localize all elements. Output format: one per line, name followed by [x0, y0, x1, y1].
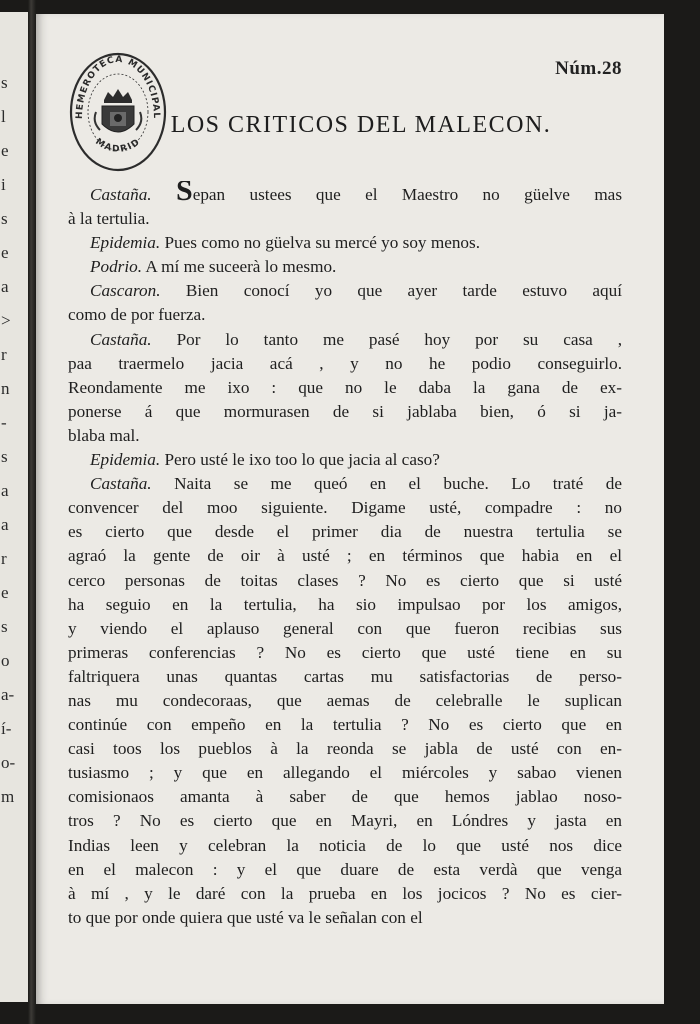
left-page-fragment: s [1, 73, 8, 92]
line-text: epan ustees que el Maestro no güelve mas [192, 185, 622, 204]
line-text: agraó la gente de oir à usté ; en términos que habia en el [68, 546, 622, 566]
text-line [68, 737, 622, 761]
text-line [68, 785, 622, 809]
line-text: Reondamente me ixo : que no le daba la gana de ex- [68, 377, 622, 397]
text-line [68, 761, 622, 785]
text-line [68, 713, 622, 737]
text-line [68, 448, 622, 472]
text-line [68, 569, 622, 593]
text-line [68, 809, 622, 833]
line-text: cerco personas de toitas clases ? No es cierto que si usté [68, 570, 622, 590]
line-text: Por lo tanto me pasé hoy por su casa , [176, 329, 622, 349]
line-text: ha seguio en la tertulia, ha sio impulsao por los amigos, [68, 594, 622, 614]
speaker-name: Epidemia. [90, 233, 161, 253]
book-gutter [28, 0, 36, 1024]
left-page-fragment: n [1, 379, 10, 398]
speaker-name: Castaña. [90, 474, 152, 494]
left-page-fragment: e [1, 583, 9, 602]
left-page-fragment: > [1, 311, 11, 330]
text-line [68, 882, 622, 906]
stamp-bottom-text: MADRID [93, 136, 143, 155]
line-text: casi toos los pueblos à la reonda se jabla de usté con en- [68, 739, 622, 759]
stamp-top-text: HEMEROTECA MUNICIPAL [74, 54, 162, 120]
speaker-name: Cascaron. [90, 281, 161, 301]
text-line [68, 424, 622, 448]
text-line [68, 496, 622, 520]
line-text: tusiasmo ; y que en allegando el miércoles y sabao vienen [68, 763, 622, 783]
text-line [68, 255, 622, 279]
line-text: Indias leen y celebran la noticia de lo que usté nos dice [68, 835, 622, 855]
text-line [68, 231, 622, 255]
speaker-name: Epidemia. [90, 450, 161, 470]
text-line [68, 520, 622, 544]
text-line [68, 544, 622, 568]
left-page-fragment: a [1, 515, 9, 534]
text-line [68, 858, 622, 882]
line-text: faltriquera unas quantas cartas mu satisfactorias de perso- [68, 666, 622, 686]
line-text: Naita se me queó en el buche. Lo traté de [174, 474, 622, 494]
text-line [68, 400, 622, 424]
speaker-name: Castaña. [90, 329, 152, 349]
line-text: Pues como no güelva su mercé yo soy menos. [164, 233, 480, 253]
line-text: es cierto que desde el primer dia de nuestra tertulia se [68, 522, 622, 542]
drop-cap: S [176, 181, 193, 207]
line-text: tros ? No es cierto que en Mayri, en Lóndres y jasta en [68, 811, 622, 831]
line-text: à la tertulia. [68, 209, 150, 229]
page-title: LOS CRITICOS DEL MALECON. [170, 112, 552, 138]
line-text: blaba mal. [68, 425, 140, 445]
line-text: comisionaos amanta à saber de que hemos jablao noso- [68, 787, 622, 807]
line-text: primeras conferencias ? No es cierto que usté tiene en su [68, 642, 622, 662]
left-page-fragment: o- [1, 753, 16, 772]
left-page-fragment: s [1, 209, 8, 228]
line-text: convencer del moo siguiente. Digame usté, compadre : no [68, 498, 622, 518]
text-line [68, 593, 622, 617]
left-page-fragment: l [1, 107, 6, 126]
text-line [68, 472, 622, 496]
text-line [68, 617, 622, 641]
line-text: to que por onde quiera que usté va le señalan con el [68, 907, 423, 927]
text-line [68, 641, 622, 665]
text-line [68, 207, 622, 231]
line-text: Pero usté le ixo too lo que jacia al caso? [164, 450, 440, 470]
left-page-fragment: í- [1, 719, 12, 738]
left-page-fragment: m [1, 787, 15, 806]
line-text: y viendo el aplauso general con que fueron recibias sus [68, 618, 622, 638]
text-line [68, 352, 622, 376]
left-page-fragment: e [1, 243, 9, 262]
line-text: Bien conocí yo que ayer tarde estuvo aquí [185, 281, 622, 301]
text-line [68, 906, 622, 930]
left-page-fragment: a- [1, 685, 15, 704]
left-page-fragment: e [1, 141, 9, 160]
line-text: en el malecon : y el que duare de esta verdà que venga [68, 859, 622, 879]
line-text: continúe con empeño en la tertulia ? No es cierto que en [68, 715, 622, 735]
line-text: A mí me suceerà lo mesmo. [145, 257, 337, 277]
text-line [68, 279, 622, 303]
left-page-fragment: o [1, 651, 10, 670]
body-text [68, 181, 622, 930]
left-page-fragment: a [1, 277, 9, 296]
left-page-fragment: - [1, 413, 7, 432]
line-text: nas mu condecoraas, que aemas de celebralle le suplican [68, 690, 622, 710]
text-line [68, 689, 622, 713]
text-line [68, 665, 622, 689]
line-text: paa traermelo jacia acá , y no he podio conseguirlo. [68, 353, 622, 373]
text-line [68, 328, 622, 352]
speaker-name: Podrio. [90, 257, 143, 277]
svg-text:MADRID [93, 137, 143, 155]
line-text: como de por fuerza. [68, 305, 206, 325]
line-text: à mí , y le daré con la prueba en los jocicos ? No es cier- [68, 883, 622, 903]
text-line [68, 303, 622, 327]
text-line [68, 376, 622, 400]
library-stamp [66, 32, 168, 172]
line-text: ponerse á que mormurasen de si jablaba bien, ó si ja- [68, 401, 622, 421]
text-line [68, 834, 622, 858]
left-page-fragment: r [1, 345, 7, 364]
page-number: Núm.28 [555, 58, 622, 79]
speaker-name: Castaña. [90, 185, 152, 204]
left-page-fragment: a [1, 481, 9, 500]
left-page-fragment: s [1, 617, 8, 636]
left-page-edge [0, 12, 28, 1002]
document-page [36, 14, 664, 1004]
left-page-fragment: r [1, 549, 7, 568]
left-page-fragment: i [1, 175, 6, 194]
text-line [68, 181, 622, 207]
left-page-fragment: s [1, 447, 8, 466]
